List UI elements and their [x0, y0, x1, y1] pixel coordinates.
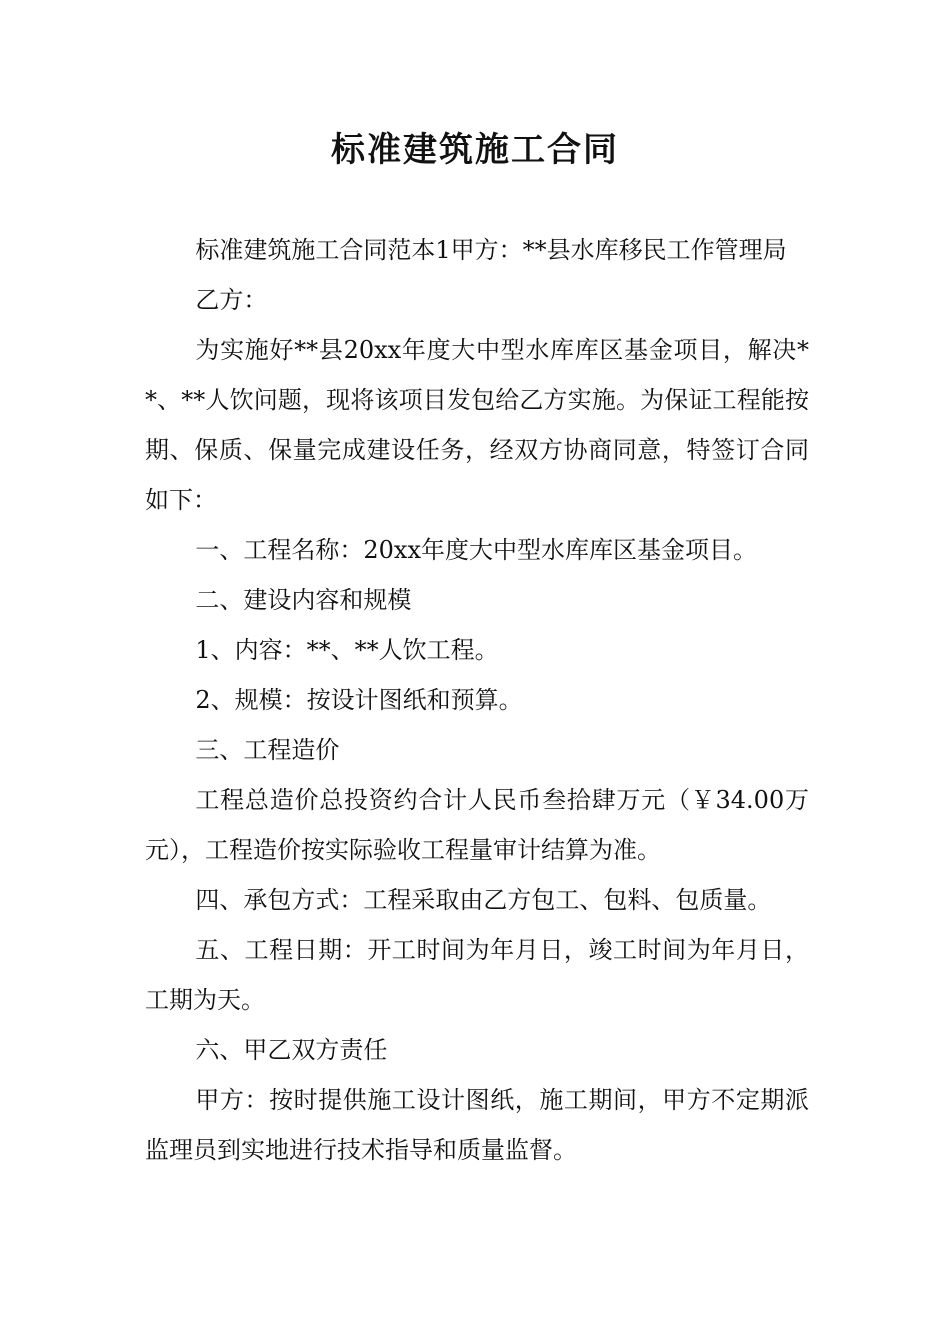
paragraph-project-name: 一、工程名称：20xx年度大中型水库库区基金项目。 [195, 536, 757, 564]
paragraph-responsibilities-heading: 六、甲乙双方责任 [195, 1036, 388, 1064]
paragraph-preamble: 为实施好**县20xx年度大中型水库库区基金项目，解决**、**人饮问题，现将该项目发包给乙方实施。为保证工程能按期、保质、保量完成建设任务，经双方协商同意，特签订合同如下： [145, 336, 809, 514]
paragraph-contract-method: 四、承包方式：工程采取由乙方包工、包料、包质量。 [195, 886, 772, 914]
paragraph-schedule: 五、工程日期：开工时间为年月日，竣工时间为年月日，工期为天。 [145, 936, 809, 1014]
paragraph-cost-heading: 三、工程造价 [195, 736, 340, 764]
paragraph-party-a: 标准建筑施工合同范本1甲方：**县水库移民工作管理局 [195, 236, 787, 264]
document-body [145, 225, 809, 1175]
paragraph-party-b: 乙方： [195, 286, 268, 314]
paragraph-cost-detail: 工程总造价总投资约合计人民币叁拾肆万元（￥34.00万元），工程造价按实际验收工程量审计结算为准。 [145, 786, 809, 864]
paragraph-scope-scale: 2、规模：按设计图纸和预算。 [195, 686, 523, 714]
paragraph-party-a-duties: 甲方：按时提供施工设计图纸，施工期间，甲方不定期派监理员到实地进行技术指导和质量监督。 [145, 1086, 809, 1164]
paragraph-scope-heading: 二、建设内容和规模 [195, 586, 412, 614]
paragraph-scope-content: 1、内容：**、**人饮工程。 [195, 636, 499, 664]
document-title: 标准建筑施工合同 [331, 130, 619, 170]
